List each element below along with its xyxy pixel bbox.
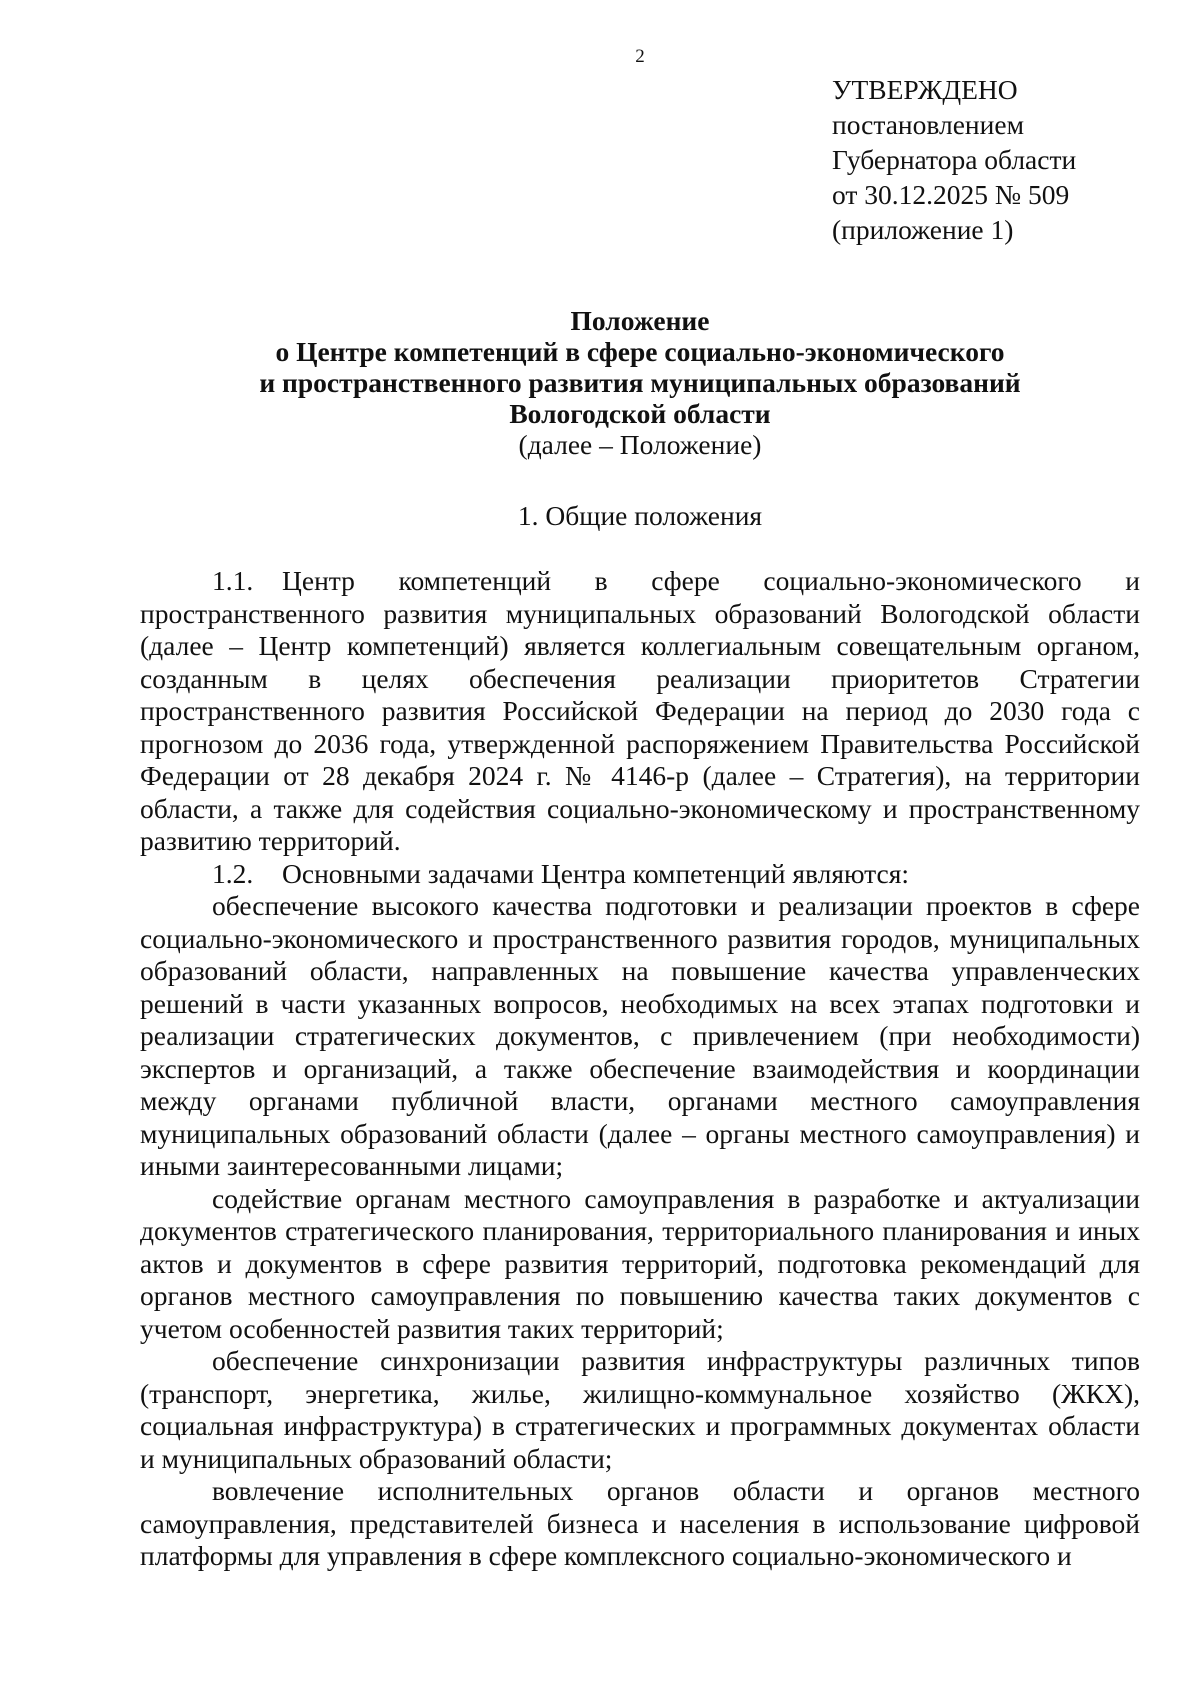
paragraph-text: Центр компетенций в сфере социально-экономического и пространственного развития муниципальных образований Вологодской области (далее – Центр компетенций) является коллегиальным совещательным органом, созданным в целях обеспечения реализации приоритетов Стратегии пространственного развития Российской Федерации на период до 2030 года с прогнозом до 2036 года, утвержденной распоряжением Правительства Российской Федерации от 28 декабря 2024 г. № 4146-р (далее – Стратегия), на территории области, а также для содействия социально-экономическому и пространственному развитию территорий. (140, 565, 1140, 856)
paragraph-text: Основными задачами Центра компетенций являются: (282, 857, 910, 889)
paragraph-number: 1.2. (212, 857, 254, 889)
paragraph-task-4: вовлечение исполнительных органов области и органов местного самоуправления, представителей бизнеса и населения в использование цифровой платформы для управления в сфере комплексного социально-экономического и (140, 1475, 1140, 1571)
document-title (140, 305, 1140, 460)
paragraph-task-1: обеспечение высокого качества подготовки и реализации проектов в сфере социально-экономического и пространственного развития городов, муниципальных образований области, направленных на повышение качества управленческих решений в части указанных вопросов, необходимых на всех этапах подготовки и реализации стратегических документов, с привлечением (при необходимости) экспертов и организаций, а также обеспечение взаимодействия и координации между органами публичной власти, органами местного самоуправления муниципальных образований области (далее – органы местного самоуправления) и иными заинтересованными лицами; (140, 890, 1140, 1181)
approval-line-appendix: (приложение 1) (832, 214, 1014, 245)
document-body (140, 565, 1140, 1573)
approval-line-governor: Губернатора области (832, 144, 1077, 175)
title-line-4: Вологодской области (509, 398, 771, 429)
approval-line-approved: УТВЕРЖДЕНО (832, 74, 1018, 105)
approval-line-resolution: постановлением (832, 109, 1024, 140)
paragraph-task-3: обеспечение синхронизации развития инфраструктуры различных типов (транспорт, энергетика, жилье, жилищно-коммунальное хозяйство (ЖКХ), социальная инфраструктура) в стратегических и программных документах области и муниципальных образований области; (140, 1345, 1140, 1474)
paragraph-1-2 (140, 858, 1140, 891)
page-number: 2 (635, 46, 645, 67)
title-line-1: Положение (570, 305, 710, 336)
title-line-2: о Центре компетенций в сфере социально-экономического (275, 336, 1005, 367)
section-heading: 1. Общие положения (517, 500, 763, 531)
approval-stamp (832, 72, 1076, 247)
approval-line-date-number: от 30.12.2025 № 509 (832, 179, 1070, 210)
title-line-3: и пространственного развития муниципальных образований (259, 367, 1021, 398)
paragraph-number: 1.1. (212, 565, 254, 596)
paragraph-1-1 (140, 565, 1140, 858)
paragraph-task-2: содействие органам местного самоуправления в разработке и актуализации документов стратегического планирования, территориального планирования и иных актов и документов в сфере развития территорий, подготовка рекомендаций для органов местного самоуправления по повышению качества таких документов с учетом особенностей развития таких территорий; (140, 1182, 1140, 1344)
title-line-5: (далее – Положение) (518, 429, 762, 460)
